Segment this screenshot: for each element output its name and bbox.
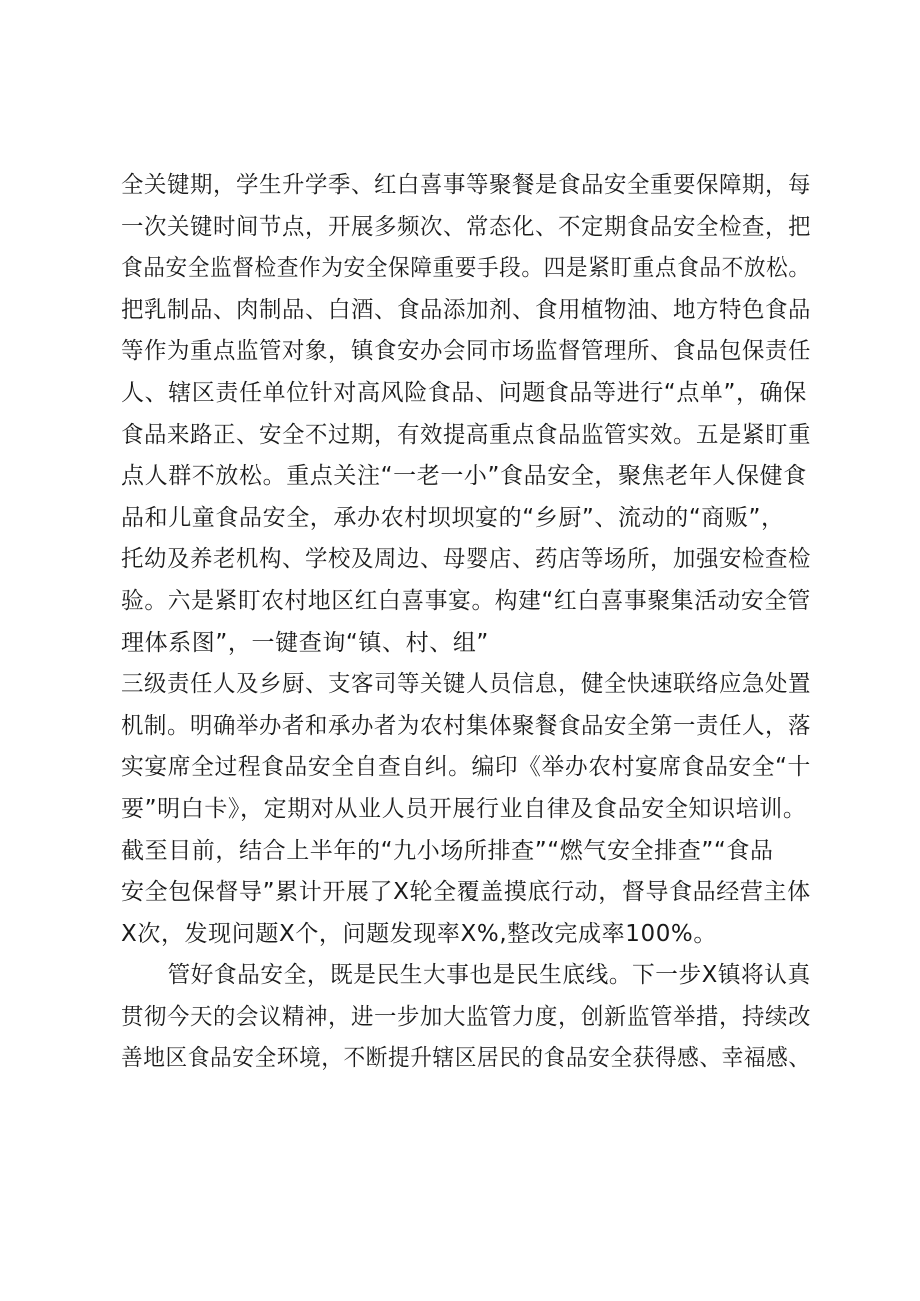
text-line-15: 实宴席全过程食品安全自查自纠。编印《举办农村宴席食品安全“十 — [121, 754, 811, 781]
text-line-13: 三级责任人及乡厨、支客司等关键人员信息，健全快速联络应急处置 — [121, 671, 811, 698]
text-line-8: 点人群不放松。重点关注“一老一小”食品安全，聚焦老年人保健食 — [121, 463, 807, 490]
text-line-5: 等作为重点监管对象，镇食安办会同市场监督管理所、食品包保责任 — [121, 338, 811, 365]
text-line-3: 食品安全监督检查作为安全保障重要手段。四是紧盯重点食品不放松。 — [121, 255, 811, 282]
text-line-6: 人、辖区责任单位针对高风险食品、问题食品等进行“点单”，确保 — [121, 379, 807, 406]
body-text — [121, 165, 811, 1080]
text-line-10: 托幼及养老机构、学校及周边、母婴店、药店等场所，加强安检查检 — [121, 546, 811, 573]
text-line-20: 管好食品安全，既是民生大事也是民生底线。下一步X镇将认真 — [121, 962, 811, 989]
text-line-9: 品和儿童食品安全，承办农村坝坝宴的“乡厨”、流动的“商贩”， — [121, 504, 785, 531]
text-line-7: 食品来路正、安全不过期，有效提高重点食品监管实效。五是紧盯重 — [121, 421, 811, 448]
text-line-16: 要”明白卡》，定期对从业人员开展行业自律及食品安全知识培训。 — [121, 795, 807, 822]
text-line-22: 善地区食品安全环境，不断提升辖区居民的食品安全获得感、幸福感、 — [121, 1045, 811, 1072]
text-line-2: 一次关键时间节点，开展多频次、常态化、不定期食品安全检查，把 — [121, 213, 811, 240]
text-line-18: 安全包保督导”累计开展了X轮全覆盖摸底行动，督导食品经营主体 — [121, 879, 811, 906]
text-line-12: 理体系图”，一键查询“镇、村、组” — [121, 629, 489, 656]
text-line-14: 机制。明确举办者和承办者为农村集体聚餐食品安全第一责任人，落 — [121, 712, 811, 739]
text-line-17: 截至目前，结合上半年的“九小场所排查”“燃气安全排查”“食品 — [121, 837, 774, 864]
text-line-21: 贯彻今天的会议精神，进一步加大监管力度，创新监管举措，持续改 — [121, 1003, 811, 1030]
text-line-19: X次，发现问题X个，问题发现率X%,整改完成率100%。 — [121, 920, 717, 947]
text-line-4: 把乳制品、肉制品、白酒、食品添加剂、食用植物油、地方特色食品 — [121, 296, 811, 323]
text-line-11: 验。六是紧盯农村地区红白喜事宴。构建“红白喜事聚集活动安全管 — [121, 587, 811, 614]
text-line-1: 全关键期，学生升学季、红白喜事等聚餐是食品安全重要保障期，每 — [121, 172, 811, 198]
